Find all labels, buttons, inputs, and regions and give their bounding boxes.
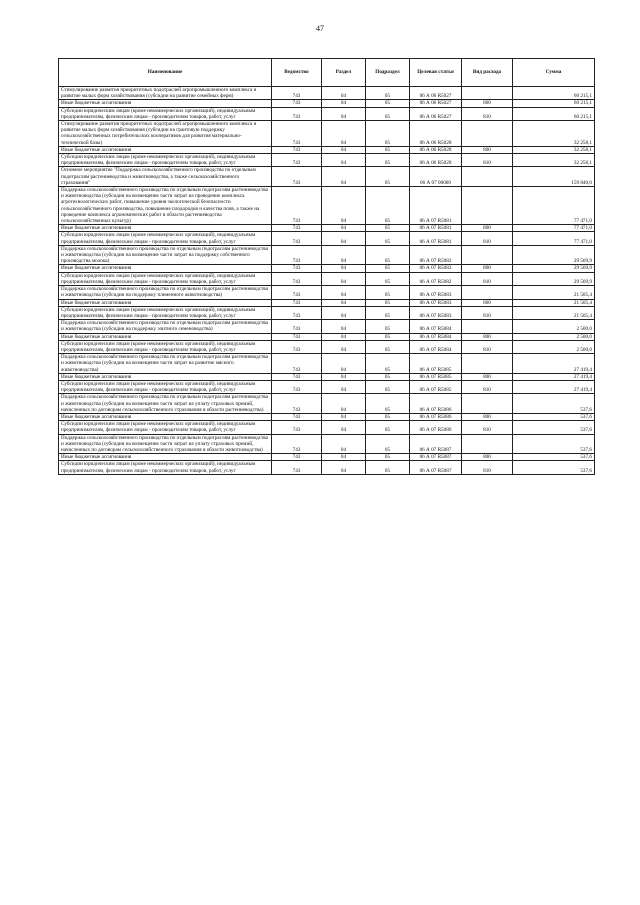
header-subsection: Подраздел <box>366 59 410 87</box>
cell-sum: 21 505,4 <box>513 306 595 319</box>
cell-name: Иные бюджетные ассигнования <box>59 454 272 461</box>
table-row <box>59 394 595 414</box>
cell-name: Субсидии юридическим лицам (кроме некоммерческих организаций), индивидуальным предпринимателям, физическим лицам - производителям товаров, работ, услуг <box>59 421 272 434</box>
cell-ministry: 743 <box>272 167 322 187</box>
cell-section: 04 <box>322 245 366 265</box>
cell-section: 04 <box>322 225 366 232</box>
cell-sum: 27 419,4 <box>513 380 595 393</box>
cell-target: 06 А 07 R5086 <box>410 421 462 434</box>
cell-name: Стимулирование развития приоритетных подотраслей агропромышленного комплекса и развитие малых форм хозяйствования (субсидии на развитие семейных ферм) <box>59 87 272 100</box>
cell-target: 06 А 07 R5082 <box>410 265 462 272</box>
cell-section: 04 <box>322 306 366 319</box>
cell-subsection: 05 <box>366 421 410 434</box>
cell-ministry: 743 <box>272 121 322 147</box>
cell-name: Поддержка сельскохозяйственного производства по отдельным подотраслям растениеводства и животноводства (субсидии на возмещение части затрат на уплату страховых премий, начисленных по договорам сельскохозяйственного страхования в области животноводства) <box>59 434 272 454</box>
cell-name: Поддержка сельскохозяйственного производства по отдельным подотраслям растениеводства и животноводства (субсидии на возмещение части затрат на уплату страховых премий, начисленных по договорам сельскохозяйственного страхования в области растениеводства) <box>59 394 272 414</box>
cell-sum: 29 569,9 <box>513 265 595 272</box>
cell-section: 04 <box>322 107 366 120</box>
cell-name: Стимулирование развития приоритетных подотраслей агропромышленного комплекса и развитие малых форм хозяйствования (субсидии на грантовую поддержку сельскохозяйственных потребительских кооперативов для развития материально-технической базы) <box>59 121 272 147</box>
cell-expense: 800 <box>462 454 513 461</box>
cell-sum: 2 500,0 <box>513 333 595 340</box>
cell-name: Поддержка сельскохозяйственного производства по отдельным подотраслям растениеводства и животноводства (субсидии на возмещение части затрат на проведение комплекса агротехнологических работ, повышение уровня экологической безопасности сельскохозяйственного производства, повышение плодородия и качества почв, а также на проведение комплекса агрономических работ в области растениеводства сельскохозяйственных культур) <box>59 187 272 225</box>
cell-ministry: 743 <box>272 421 322 434</box>
cell-ministry: 743 <box>272 87 322 100</box>
cell-subsection: 05 <box>366 461 410 474</box>
table-row <box>59 146 595 153</box>
cell-subsection: 05 <box>366 232 410 245</box>
cell-expense: 810 <box>462 461 513 474</box>
cell-expense: 800 <box>462 373 513 380</box>
cell-sum: 537,6 <box>513 454 595 461</box>
cell-subsection: 05 <box>366 354 410 374</box>
cell-section: 04 <box>322 354 366 374</box>
cell-subsection: 05 <box>366 87 410 100</box>
cell-sum: 60 215,1 <box>513 87 595 100</box>
cell-sum: 537,6 <box>513 394 595 414</box>
cell-target: 06 А 07 R5085 <box>410 373 462 380</box>
cell-target: 06 А 06 R5027 <box>410 100 462 107</box>
cell-subsection: 05 <box>366 394 410 414</box>
cell-subsection: 05 <box>366 121 410 147</box>
cell-target: 06 А 07 R5087 <box>410 461 462 474</box>
table-header <box>59 59 595 87</box>
cell-name: Субсидии юридическим лицам (кроме некоммерческих организаций), индивидуальным предпринимателям, физическим лицам - производителям товаров, работ, услуг <box>59 232 272 245</box>
cell-ministry: 743 <box>272 380 322 393</box>
cell-ministry: 743 <box>272 373 322 380</box>
cell-name: Иные бюджетные ассигнования <box>59 225 272 232</box>
cell-name: Поддержка сельскохозяйственного производства по отдельным подотраслям растениеводства и животноводства (субсидии на возмещение части затрат на развитие мясного животноводства) <box>59 354 272 374</box>
table-row <box>59 187 595 225</box>
cell-section: 04 <box>322 434 366 454</box>
table-row <box>59 373 595 380</box>
table-row <box>59 107 595 120</box>
cell-ministry: 743 <box>272 225 322 232</box>
header-expense: Вид расхода <box>462 59 513 87</box>
cell-expense <box>462 187 513 225</box>
cell-subsection: 05 <box>366 320 410 333</box>
cell-name: Субсидии юридическим лицам (кроме некоммерческих организаций), индивидуальным предпринимателям, физическим лицам - производителям товаров, работ, услуг <box>59 272 272 285</box>
cell-section: 04 <box>322 232 366 245</box>
cell-name: Иные бюджетные ассигнования <box>59 373 272 380</box>
table-row <box>59 265 595 272</box>
table-row <box>59 100 595 107</box>
cell-expense: 800 <box>462 225 513 232</box>
cell-expense <box>462 434 513 454</box>
cell-expense: 810 <box>462 272 513 285</box>
cell-target: 06 А 07 R5087 <box>410 434 462 454</box>
table-row <box>59 154 595 167</box>
cell-expense: 800 <box>462 146 513 153</box>
cell-target: 06 А 06 R5027 <box>410 87 462 100</box>
cell-expense <box>462 394 513 414</box>
cell-ministry: 743 <box>272 394 322 414</box>
cell-target: 06 А 06 R5028 <box>410 146 462 153</box>
cell-ministry: 743 <box>272 461 322 474</box>
cell-sum: 77 471,0 <box>513 225 595 232</box>
cell-section: 04 <box>322 100 366 107</box>
cell-sum: 2 500,0 <box>513 340 595 353</box>
cell-expense <box>462 245 513 265</box>
cell-subsection: 05 <box>366 154 410 167</box>
cell-target: 06 А 06 R5028 <box>410 121 462 147</box>
table-row <box>59 333 595 340</box>
cell-name: Иные бюджетные ассигнования <box>59 146 272 153</box>
cell-ministry: 743 <box>272 154 322 167</box>
cell-section: 04 <box>322 265 366 272</box>
cell-target: 06 А 07 R5084 <box>410 333 462 340</box>
cell-ministry: 743 <box>272 107 322 120</box>
cell-name: Основное мероприятие "Поддержка сельскохозяйственного производства по отдельным подотраслям растениеводства и животноводства, а также сельскохозяйственного страхования" <box>59 167 272 187</box>
cell-name: Поддержка сельскохозяйственного производства по отдельным подотраслям растениеводства и животноводства (субсидии на возмещение части затрат на поддержку собственного производства молока) <box>59 245 272 265</box>
cell-section: 04 <box>322 146 366 153</box>
cell-ministry: 743 <box>272 265 322 272</box>
cell-ministry: 743 <box>272 286 322 299</box>
cell-ministry: 743 <box>272 299 322 306</box>
cell-expense: 800 <box>462 265 513 272</box>
cell-expense: 810 <box>462 421 513 434</box>
cell-expense: 810 <box>462 154 513 167</box>
cell-name: Поддержка сельскохозяйственного производства по отдельным подотраслям растениеводства и животноводства (субсидии на поддержку племенного животноводства) <box>59 286 272 299</box>
cell-target: 06 А 06 R5028 <box>410 154 462 167</box>
cell-target: 06 А 06 R5027 <box>410 107 462 120</box>
cell-ministry: 743 <box>272 245 322 265</box>
cell-expense: 800 <box>462 299 513 306</box>
cell-section: 04 <box>322 454 366 461</box>
cell-sum: 60 215,1 <box>513 107 595 120</box>
table-row <box>59 454 595 461</box>
cell-name: Поддержка сельскохозяйственного производства по отдельным подотраслям растениеводства и животноводства (субсидии на поддержку элитного семеноводства) <box>59 320 272 333</box>
cell-subsection: 05 <box>366 380 410 393</box>
cell-name: Субсидии юридическим лицам (кроме некоммерческих организаций), индивидуальным предпринимателям, физическим лицам - производителям товаров, работ, услуг <box>59 306 272 319</box>
cell-target: 06 А 07 R5082 <box>410 245 462 265</box>
cell-target: 06 А 07 R5081 <box>410 232 462 245</box>
header-sum: Сумма <box>513 59 595 87</box>
cell-ministry: 743 <box>272 434 322 454</box>
cell-sum: 2 500,0 <box>513 320 595 333</box>
cell-target: 06 А 07 R5083 <box>410 299 462 306</box>
cell-section: 04 <box>322 421 366 434</box>
header-target: Целевая статья <box>410 59 462 87</box>
cell-section: 04 <box>322 380 366 393</box>
cell-section: 04 <box>322 461 366 474</box>
cell-expense <box>462 121 513 147</box>
cell-subsection: 05 <box>366 306 410 319</box>
table-row <box>59 299 595 306</box>
cell-section: 04 <box>322 87 366 100</box>
cell-target: 06 А 07 R5086 <box>410 413 462 420</box>
cell-subsection: 05 <box>366 434 410 454</box>
cell-sum: 537,6 <box>513 421 595 434</box>
table-row <box>59 286 595 299</box>
cell-sum: 27 419,4 <box>513 354 595 374</box>
cell-subsection: 05 <box>366 167 410 187</box>
cell-sum: 60 215,1 <box>513 100 595 107</box>
cell-subsection: 05 <box>366 299 410 306</box>
cell-sum: 537,6 <box>513 434 595 454</box>
cell-ministry: 743 <box>272 146 322 153</box>
cell-section: 04 <box>322 413 366 420</box>
cell-target: 06 А 07 R5085 <box>410 354 462 374</box>
cell-expense <box>462 320 513 333</box>
cell-section: 04 <box>322 167 366 187</box>
cell-subsection: 05 <box>366 340 410 353</box>
cell-section: 04 <box>322 394 366 414</box>
cell-sum: 77 471,0 <box>513 187 595 225</box>
cell-name: Субсидии юридическим лицам (кроме некоммерческих организаций), индивидуальным предпринимателям, физическим лицам - производителям товаров, работ, услуг <box>59 107 272 120</box>
cell-name: Иные бюджетные ассигнования <box>59 413 272 420</box>
cell-sum: 32 258,1 <box>513 146 595 153</box>
cell-expense: 810 <box>462 232 513 245</box>
cell-sum: 21 505,4 <box>513 299 595 306</box>
table-row <box>59 340 595 353</box>
cell-subsection: 05 <box>366 373 410 380</box>
cell-sum: 29 569,9 <box>513 272 595 285</box>
cell-section: 04 <box>322 340 366 353</box>
cell-ministry: 743 <box>272 333 322 340</box>
cell-expense: 800 <box>462 333 513 340</box>
cell-expense <box>462 354 513 374</box>
cell-ministry: 743 <box>272 413 322 420</box>
table-row <box>59 121 595 147</box>
cell-name: Иные бюджетные ассигнования <box>59 265 272 272</box>
header-name: Наименование <box>59 59 272 87</box>
cell-name: Иные бюджетные ассигнования <box>59 333 272 340</box>
table-body <box>59 87 595 475</box>
table-row <box>59 434 595 454</box>
cell-expense: 810 <box>462 107 513 120</box>
cell-sum: 159 840,0 <box>513 167 595 187</box>
cell-expense: 800 <box>462 100 513 107</box>
cell-name: Субсидии юридическим лицам (кроме некоммерческих организаций), индивидуальным предпринимателям, физическим лицам - производителям товаров, работ, услуг <box>59 461 272 474</box>
cell-name: Иные бюджетные ассигнования <box>59 100 272 107</box>
cell-expense <box>462 167 513 187</box>
cell-sum: 537,6 <box>513 461 595 474</box>
table-row <box>59 413 595 420</box>
cell-expense: 810 <box>462 380 513 393</box>
cell-target: 06 А 07 R5081 <box>410 187 462 225</box>
cell-section: 04 <box>322 154 366 167</box>
cell-subsection: 05 <box>366 333 410 340</box>
cell-name: Иные бюджетные ассигнования <box>59 299 272 306</box>
cell-subsection: 05 <box>366 413 410 420</box>
cell-subsection: 05 <box>366 265 410 272</box>
cell-name: Субсидии юридическим лицам (кроме некоммерческих организаций), индивидуальным предпринимателям, физическим лицам - производителям товаров, работ, услуг <box>59 340 272 353</box>
cell-expense: 810 <box>462 340 513 353</box>
cell-ministry: 743 <box>272 100 322 107</box>
cell-ministry: 743 <box>272 272 322 285</box>
cell-target: 06 А 07 R5084 <box>410 320 462 333</box>
table-row <box>59 380 595 393</box>
cell-target: 06 А 07 R5081 <box>410 225 462 232</box>
budget-table <box>58 58 595 475</box>
table-row <box>59 272 595 285</box>
table-row <box>59 461 595 474</box>
table-row <box>59 245 595 265</box>
cell-sum: 32 258,1 <box>513 121 595 147</box>
cell-target: 06 А 07 R5086 <box>410 394 462 414</box>
cell-expense <box>462 87 513 100</box>
cell-subsection: 05 <box>366 245 410 265</box>
table-row <box>59 354 595 374</box>
cell-sum: 537,6 <box>513 413 595 420</box>
header-ministry: Ведомство <box>272 59 322 87</box>
cell-expense: 800 <box>462 413 513 420</box>
cell-section: 04 <box>322 299 366 306</box>
cell-ministry: 743 <box>272 306 322 319</box>
cell-sum: 32 258,1 <box>513 154 595 167</box>
cell-target: 06 А 07 R5085 <box>410 380 462 393</box>
cell-target: 06 А 07 00000 <box>410 167 462 187</box>
cell-sum: 21 505,4 <box>513 286 595 299</box>
cell-target: 06 А 07 R5083 <box>410 286 462 299</box>
cell-name: Субсидии юридическим лицам (кроме некоммерческих организаций), индивидуальным предпринимателям, физическим лицам - производителям товаров, работ, услуг <box>59 380 272 393</box>
cell-section: 04 <box>322 121 366 147</box>
cell-target: 06 А 07 R5083 <box>410 306 462 319</box>
cell-ministry: 743 <box>272 320 322 333</box>
cell-expense: 810 <box>462 306 513 319</box>
cell-expense <box>462 286 513 299</box>
cell-subsection: 05 <box>366 100 410 107</box>
cell-name: Субсидии юридическим лицам (кроме некоммерческих организаций), индивидуальным предпринимателям, физическим лицам - производителям товаров, работ, услуг <box>59 154 272 167</box>
cell-subsection: 05 <box>366 107 410 120</box>
cell-target: 06 А 07 R5082 <box>410 272 462 285</box>
table-row <box>59 167 595 187</box>
cell-subsection: 05 <box>366 454 410 461</box>
cell-section: 04 <box>322 320 366 333</box>
cell-section: 04 <box>322 286 366 299</box>
page-number: 47 <box>316 24 324 33</box>
cell-ministry: 743 <box>272 454 322 461</box>
cell-target: 06 А 07 R5084 <box>410 340 462 353</box>
table-row <box>59 232 595 245</box>
cell-ministry: 743 <box>272 340 322 353</box>
cell-section: 04 <box>322 187 366 225</box>
cell-section: 04 <box>322 373 366 380</box>
table-row <box>59 421 595 434</box>
cell-subsection: 05 <box>366 286 410 299</box>
table-row <box>59 87 595 100</box>
cell-ministry: 743 <box>272 232 322 245</box>
table-row <box>59 225 595 232</box>
cell-subsection: 05 <box>366 225 410 232</box>
cell-ministry: 743 <box>272 187 322 225</box>
header-section: Раздел <box>322 59 366 87</box>
cell-target: 06 А 07 R5087 <box>410 454 462 461</box>
cell-sum: 29 569,9 <box>513 245 595 265</box>
table-row <box>59 320 595 333</box>
cell-subsection: 05 <box>366 187 410 225</box>
cell-subsection: 05 <box>366 146 410 153</box>
cell-ministry: 743 <box>272 354 322 374</box>
cell-sum: 77 471,0 <box>513 232 595 245</box>
table-row <box>59 306 595 319</box>
cell-subsection: 05 <box>366 272 410 285</box>
cell-section: 04 <box>322 333 366 340</box>
cell-section: 04 <box>322 272 366 285</box>
cell-sum: 27 419,4 <box>513 373 595 380</box>
